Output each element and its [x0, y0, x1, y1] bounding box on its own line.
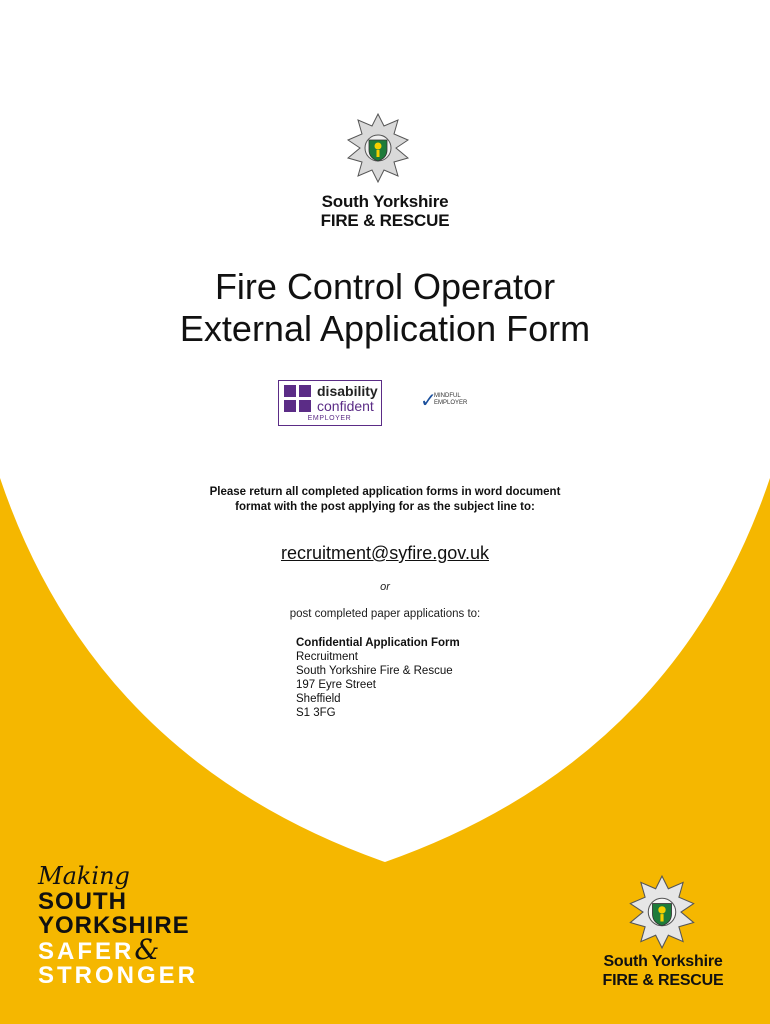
mindful-employer-badge	[420, 390, 480, 412]
slogan-yorkshire: YORKSHIRE	[38, 912, 190, 939]
slogan	[38, 862, 238, 988]
address-line: South Yorkshire Fire & Rescue	[296, 665, 453, 677]
return-instructions: Please return all completed application forms in word document format with the post applying for as the subject line to:	[209, 486, 561, 513]
dc-word-employer: EMPLOYER	[307, 415, 352, 422]
brand-logo-top	[280, 192, 490, 230]
disability-confident-badge	[278, 380, 382, 426]
dc-square-icon	[284, 400, 296, 412]
or-separator: or	[380, 581, 390, 593]
address-line: Confidential Application Form	[296, 637, 460, 649]
address-line: S1 3FG	[296, 707, 336, 719]
dc-square-icon	[299, 385, 311, 397]
dc-word-disability: disability	[317, 383, 378, 399]
brand-name-line2: FIRE & RESCUE	[320, 211, 450, 230]
slogan-making: Making	[38, 862, 130, 890]
mf-line1: MINDFUL	[434, 393, 461, 399]
slogan-south: SOUTH	[38, 888, 127, 915]
title-line1: Fire Control Operator	[214, 266, 556, 307]
dc-square-icon	[299, 400, 311, 412]
title-line2: External Application Form	[179, 308, 591, 349]
brand-name-line1: South Yorkshire	[603, 953, 723, 970]
fire-rescue-crest-icon	[626, 874, 698, 950]
address-line: Sheffield	[296, 693, 341, 705]
fire-rescue-crest-icon	[346, 112, 410, 184]
mf-line2: EMPLOYER	[434, 400, 468, 406]
dc-word-confident: confident	[317, 398, 374, 414]
brand-logo-bottom	[588, 952, 738, 990]
slogan-stronger: STRONGER	[38, 962, 199, 989]
document-title	[0, 266, 770, 350]
dc-square-icon	[284, 385, 296, 397]
address-line: 197 Eyre Street	[296, 679, 376, 691]
recruitment-email-link[interactable]: recruitment@syfire.gov.uk	[280, 543, 489, 563]
postal-address	[296, 636, 460, 720]
post-instructions: post completed paper applications to:	[289, 608, 481, 620]
slogan-safer: SAFER	[38, 938, 135, 965]
check-icon: ✓	[420, 390, 437, 412]
brand-name-line1: South Yorkshire	[321, 192, 449, 211]
brand-name-line2: FIRE & RESCUE	[602, 972, 724, 989]
slogan-ampersand: &	[134, 933, 160, 966]
address-line: Recruitment	[296, 651, 358, 663]
slogan-safer-line	[38, 933, 238, 966]
